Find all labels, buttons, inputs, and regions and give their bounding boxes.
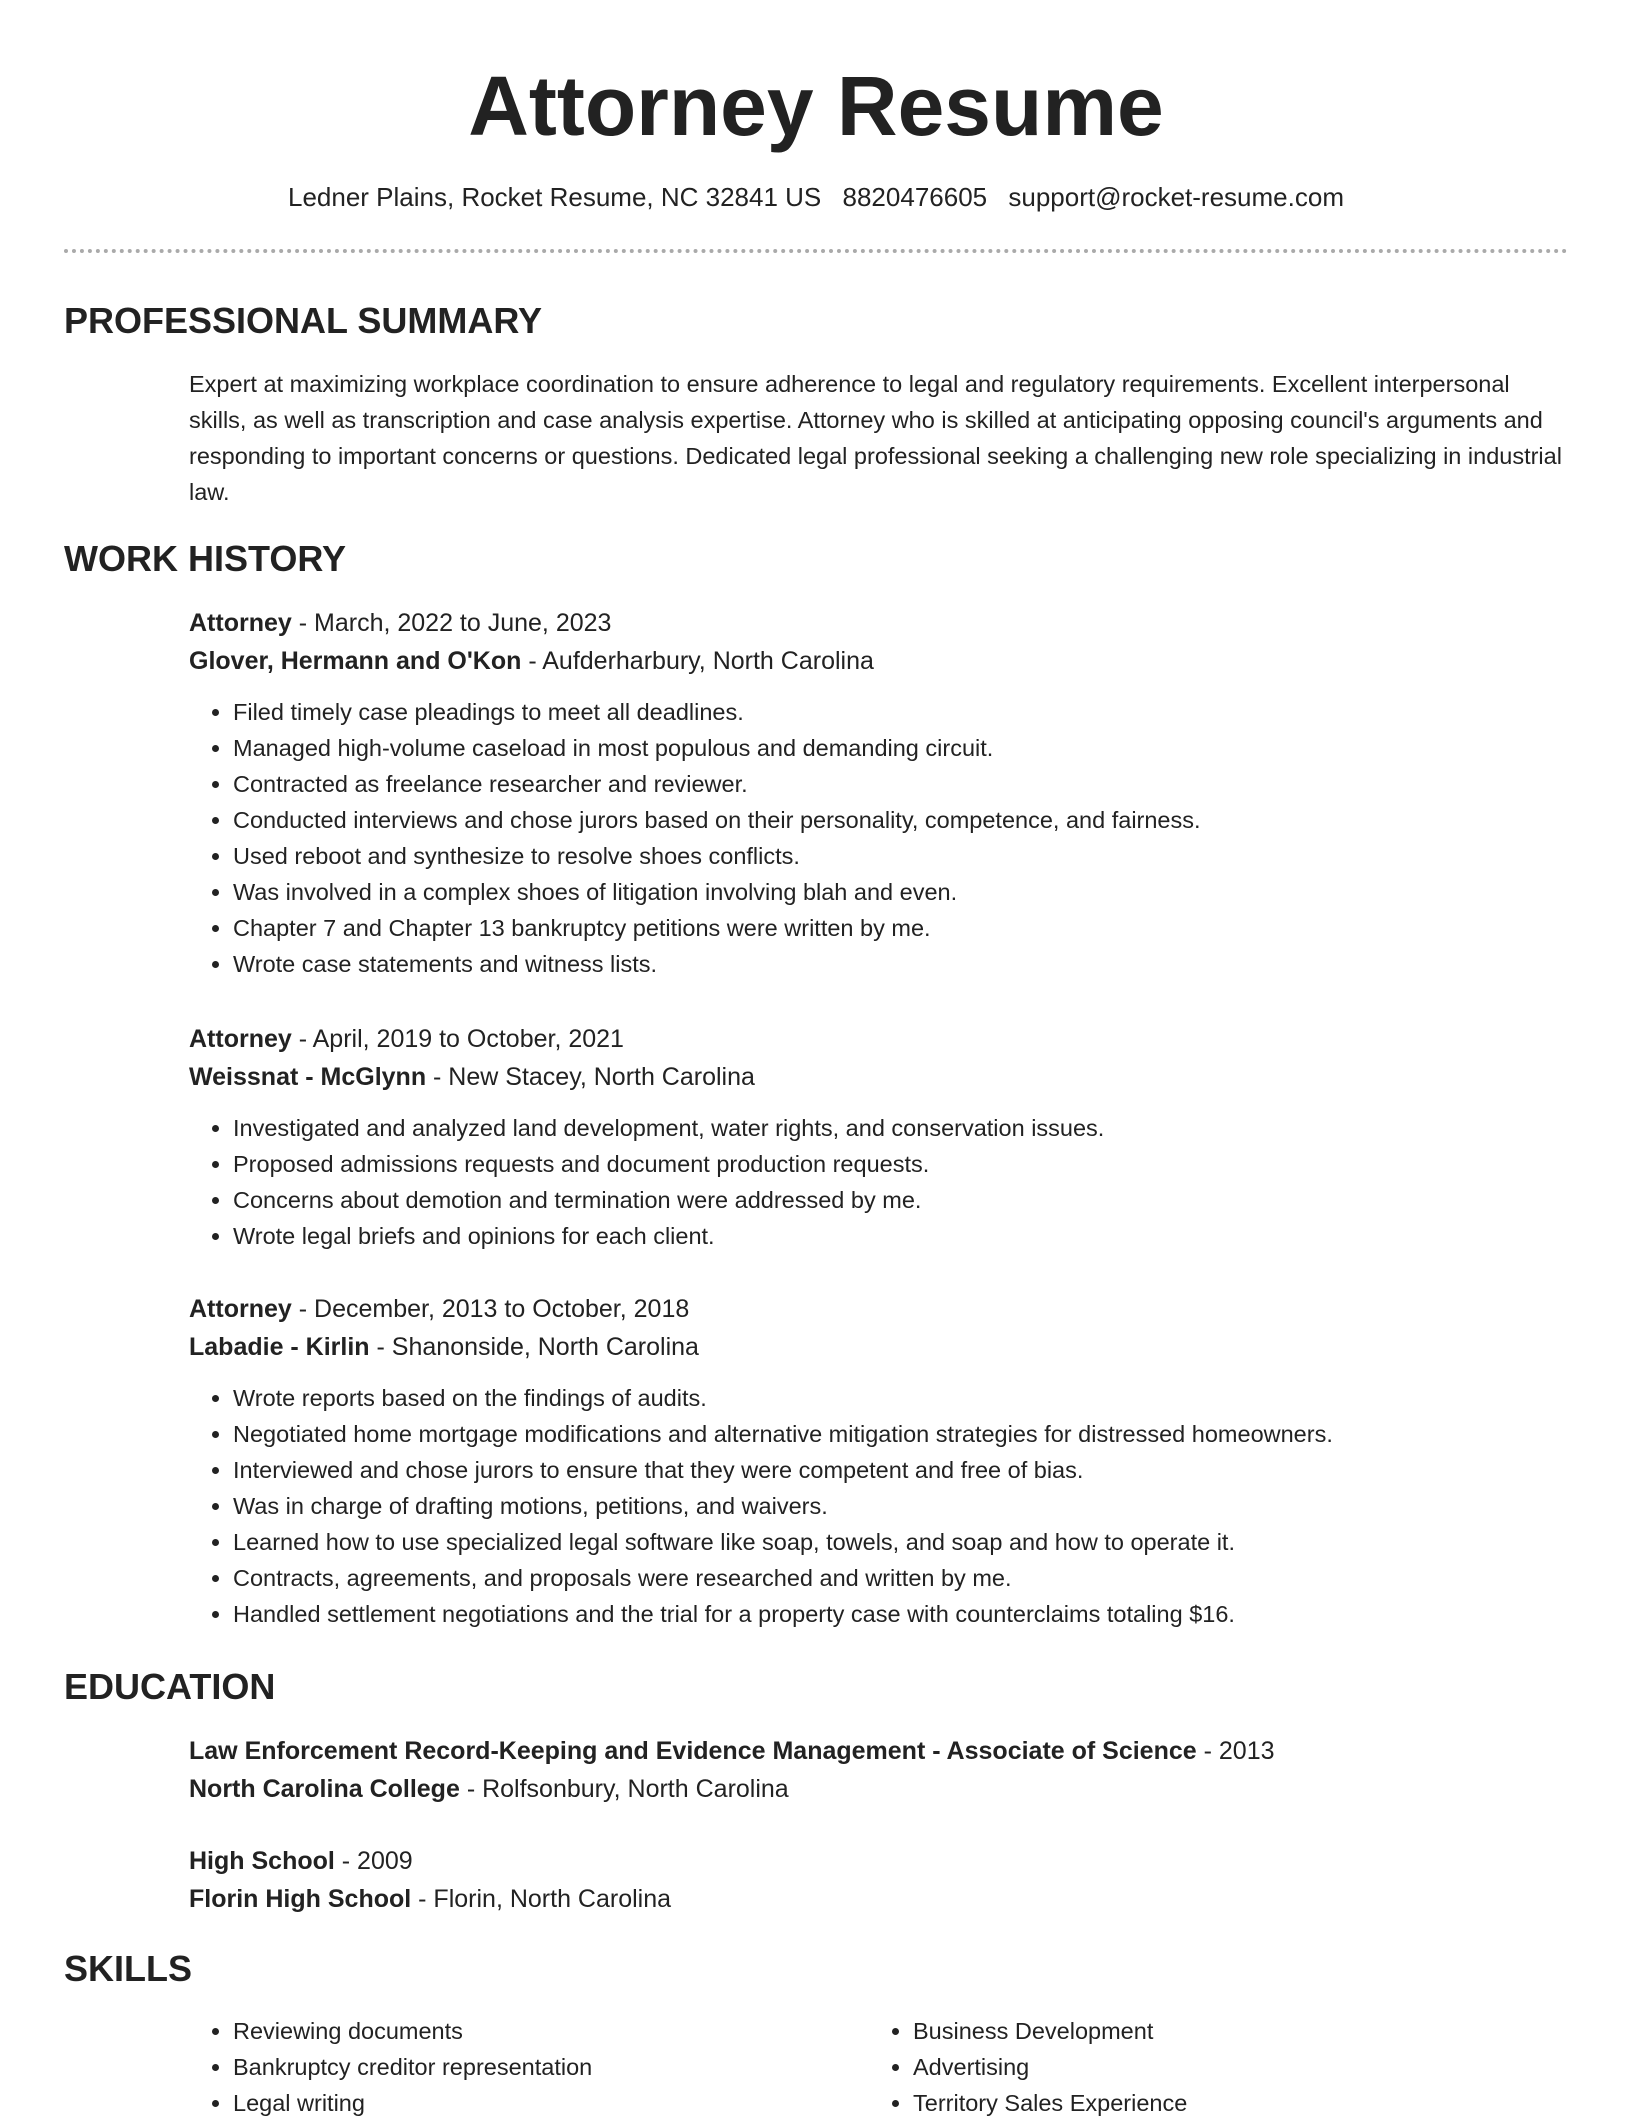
job-company: Labadie - Kirlin <box>189 1333 370 1361</box>
job-bullet: • Was involved in a complex shoes of litigation involving blah and even. <box>233 874 1569 910</box>
job-bullet: • Managed high-volume caseload in most populous and demanding circuit. <box>233 730 1569 766</box>
job-dates: - March, 2022 to June, 2023 <box>291 609 612 637</box>
education-year: - 2013 <box>1196 1737 1275 1765</box>
job-company-line <box>189 1058 1569 1096</box>
job-entry <box>189 1020 1569 1254</box>
education-degree: High School <box>189 1847 335 1875</box>
skills-list <box>189 2013 789 2121</box>
job-bullet: • Used reboot and synthesize to resolve shoes conflicts. <box>233 838 1569 874</box>
education-school: Florin High School <box>189 1885 412 1913</box>
job-title: Attorney <box>189 1025 292 1053</box>
education-school: North Carolina College <box>189 1775 460 1803</box>
education-location: - Rolfsonbury, North Carolina <box>459 1775 789 1803</box>
contact-email: support@rocket-resume.com <box>1008 182 1344 212</box>
job-bullets <box>189 1110 1569 1254</box>
job-title-line <box>189 604 1569 642</box>
contact-phone: 8820476605 <box>842 182 988 212</box>
contact-address: Ledner Plains, Rocket Resume, NC 32841 US <box>288 182 822 212</box>
job-title-line <box>189 1020 1569 1058</box>
job-bullet: • Wrote reports based on the findings of audits. <box>233 1380 1569 1416</box>
job-company: Weissnat - McGlynn <box>189 1063 427 1091</box>
skills-heading: SKILLS <box>64 1948 193 1989</box>
work-history-heading: WORK HISTORY <box>64 538 347 579</box>
resume-title: Attorney Resume <box>468 59 1164 153</box>
skills-column-left <box>189 2013 789 2121</box>
skills-list <box>869 2013 1469 2121</box>
skill-item: • Advertising <box>913 2049 1469 2085</box>
job-bullet: • Negotiated home mortgage modifications and alternative mitigation strategies for distressed homeowners. <box>233 1416 1569 1452</box>
education-heading: EDUCATION <box>64 1666 276 1707</box>
skills-column-right <box>869 2013 1469 2121</box>
job-location: - Shanonside, North Carolina <box>369 1333 699 1361</box>
education-degree-line <box>189 1732 1569 1770</box>
skill-item: • Business Development <box>913 2013 1469 2049</box>
job-title: Attorney <box>189 609 292 637</box>
education-degree-line <box>189 1842 1569 1880</box>
job-location: - New Stacey, North Carolina <box>426 1063 755 1091</box>
summary-block <box>189 366 1569 510</box>
job-bullet: • Chapter 7 and Chapter 13 bankruptcy petitions were written by me. <box>233 910 1569 946</box>
skill-item: • Territory Sales Experience <box>913 2085 1469 2121</box>
job-entry <box>189 1290 1569 1632</box>
job-bullets <box>189 1380 1569 1632</box>
skill-item: • Legal writing <box>233 2085 789 2121</box>
job-bullet: • Conducted interviews and chose jurors based on their personality, competence, and fairness. <box>233 802 1569 838</box>
job-entry <box>189 604 1569 982</box>
job-bullet: • Handled settlement negotiations and the trial for a property case with counterclaims totaling $16. <box>233 1596 1569 1632</box>
job-bullets <box>189 694 1569 982</box>
job-company-line <box>189 1328 1569 1366</box>
job-bullet: • Contracted as freelance researcher and reviewer. <box>233 766 1569 802</box>
job-dates: - December, 2013 to October, 2018 <box>291 1295 690 1323</box>
education-entry <box>189 1732 1569 1808</box>
job-dates: - April, 2019 to October, 2021 <box>291 1025 624 1053</box>
job-bullet: • Filed timely case pleadings to meet all deadlines. <box>233 694 1569 730</box>
job-bullet: • Interviewed and chose jurors to ensure that they were competent and free of bias. <box>233 1452 1569 1488</box>
job-bullet: • Proposed admissions requests and document production requests. <box>233 1146 1569 1182</box>
header-divider <box>64 249 1568 253</box>
job-bullet: • Was in charge of drafting motions, petitions, and waivers. <box>233 1488 1569 1524</box>
contact-line <box>0 182 1632 212</box>
job-bullet: • Wrote legal briefs and opinions for each client. <box>233 1218 1569 1254</box>
summary-heading: PROFESSIONAL SUMMARY <box>64 300 543 341</box>
job-company: Glover, Hermann and O'Kon <box>189 647 522 675</box>
education-degree: Law Enforcement Record-Keeping and Evidence Management - Associate of Science <box>189 1737 1197 1765</box>
job-company-line <box>189 642 1569 680</box>
summary-text: Expert at maximizing workplace coordination to ensure adherence to legal and regulatory requirements. Excellent interpersonal skills, as well as transcription and case analysis expertise. Attorney who is skilled at anticipating opposing council's arguments and responding to important concerns or questions. Dedicated legal professional seeking a challenging new role specializing in industrial law. <box>189 371 1562 505</box>
education-school-line <box>189 1770 1569 1808</box>
job-bullet: • Wrote case statements and witness lists. <box>233 946 1569 982</box>
job-title-line <box>189 1290 1569 1328</box>
job-bullet: • Contracts, agreements, and proposals were researched and written by me. <box>233 1560 1569 1596</box>
job-location: - Aufderharbury, North Carolina <box>521 647 874 675</box>
education-year: - 2009 <box>334 1847 413 1875</box>
education-entry <box>189 1842 1569 1918</box>
job-bullet: • Concerns about demotion and termination were addressed by me. <box>233 1182 1569 1218</box>
job-title: Attorney <box>189 1295 292 1323</box>
education-location: - Florin, North Carolina <box>411 1885 672 1913</box>
education-school-line <box>189 1880 1569 1918</box>
job-bullet: • Investigated and analyzed land development, water rights, and conservation issues. <box>233 1110 1569 1146</box>
job-bullet: • Learned how to use specialized legal software like soap, towels, and soap and how to operate it. <box>233 1524 1569 1560</box>
skill-item: • Bankruptcy creditor representation <box>233 2049 789 2085</box>
skill-item: • Reviewing documents <box>233 2013 789 2049</box>
